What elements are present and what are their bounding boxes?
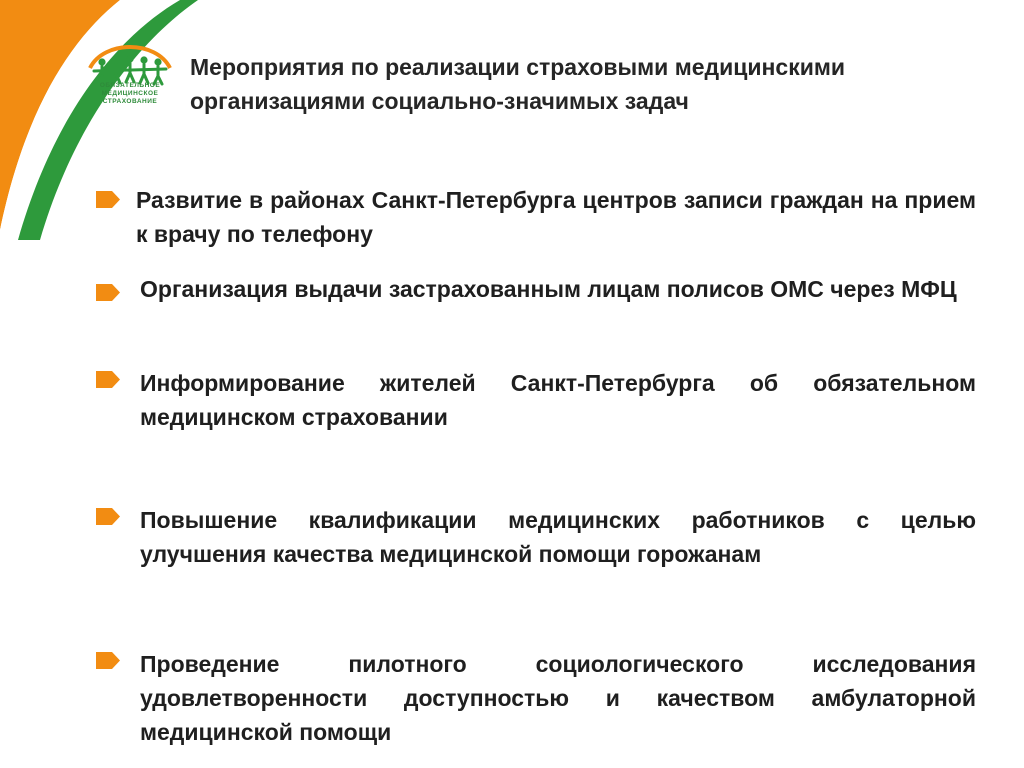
logo-caption-line: МЕДИЦИНСКОЕ xyxy=(101,90,159,97)
list-item-text: Повышение квалификации медицинских работников с целью улучшения качества медицинской помощи горожанам xyxy=(140,507,976,567)
logo-caption-line: СТРАХОВАНИЕ xyxy=(102,98,158,105)
bullet-arrow-icon xyxy=(96,191,120,208)
list-item-text: Проведение пилотного социологического исследования удовлетворенности доступностью и качеством амбулаторной медицинской помощи xyxy=(140,651,976,745)
bullet-arrow-icon xyxy=(96,371,120,388)
list-item xyxy=(96,647,976,749)
bullet-arrow-icon xyxy=(96,652,120,669)
list-item xyxy=(96,366,976,434)
list-item-text: Развитие в районах Санкт-Петербурга центров записи граждан на прием к врачу по телефону xyxy=(136,187,976,247)
logo-caption-line: ОБЯЗАТЕЛЬНОЕ xyxy=(99,82,161,89)
bullet-arrow-icon xyxy=(96,284,120,301)
list-item-text: Информирование жителей Санкт-Петербурга об обязательном медицинском страховании xyxy=(140,370,976,430)
logo-icon xyxy=(84,38,176,120)
page-title: Мероприятия по реализации страховыми медицинскими организациями социально-значимых задач xyxy=(190,54,846,114)
logo-caption xyxy=(84,82,176,106)
list-item xyxy=(96,272,976,306)
list-item xyxy=(96,183,976,251)
list-item xyxy=(96,503,976,571)
list-item-text: Организация выдачи застрахованным лицам полисов ОМС через МФЦ xyxy=(140,276,957,302)
bullet-arrow-icon xyxy=(96,508,120,525)
